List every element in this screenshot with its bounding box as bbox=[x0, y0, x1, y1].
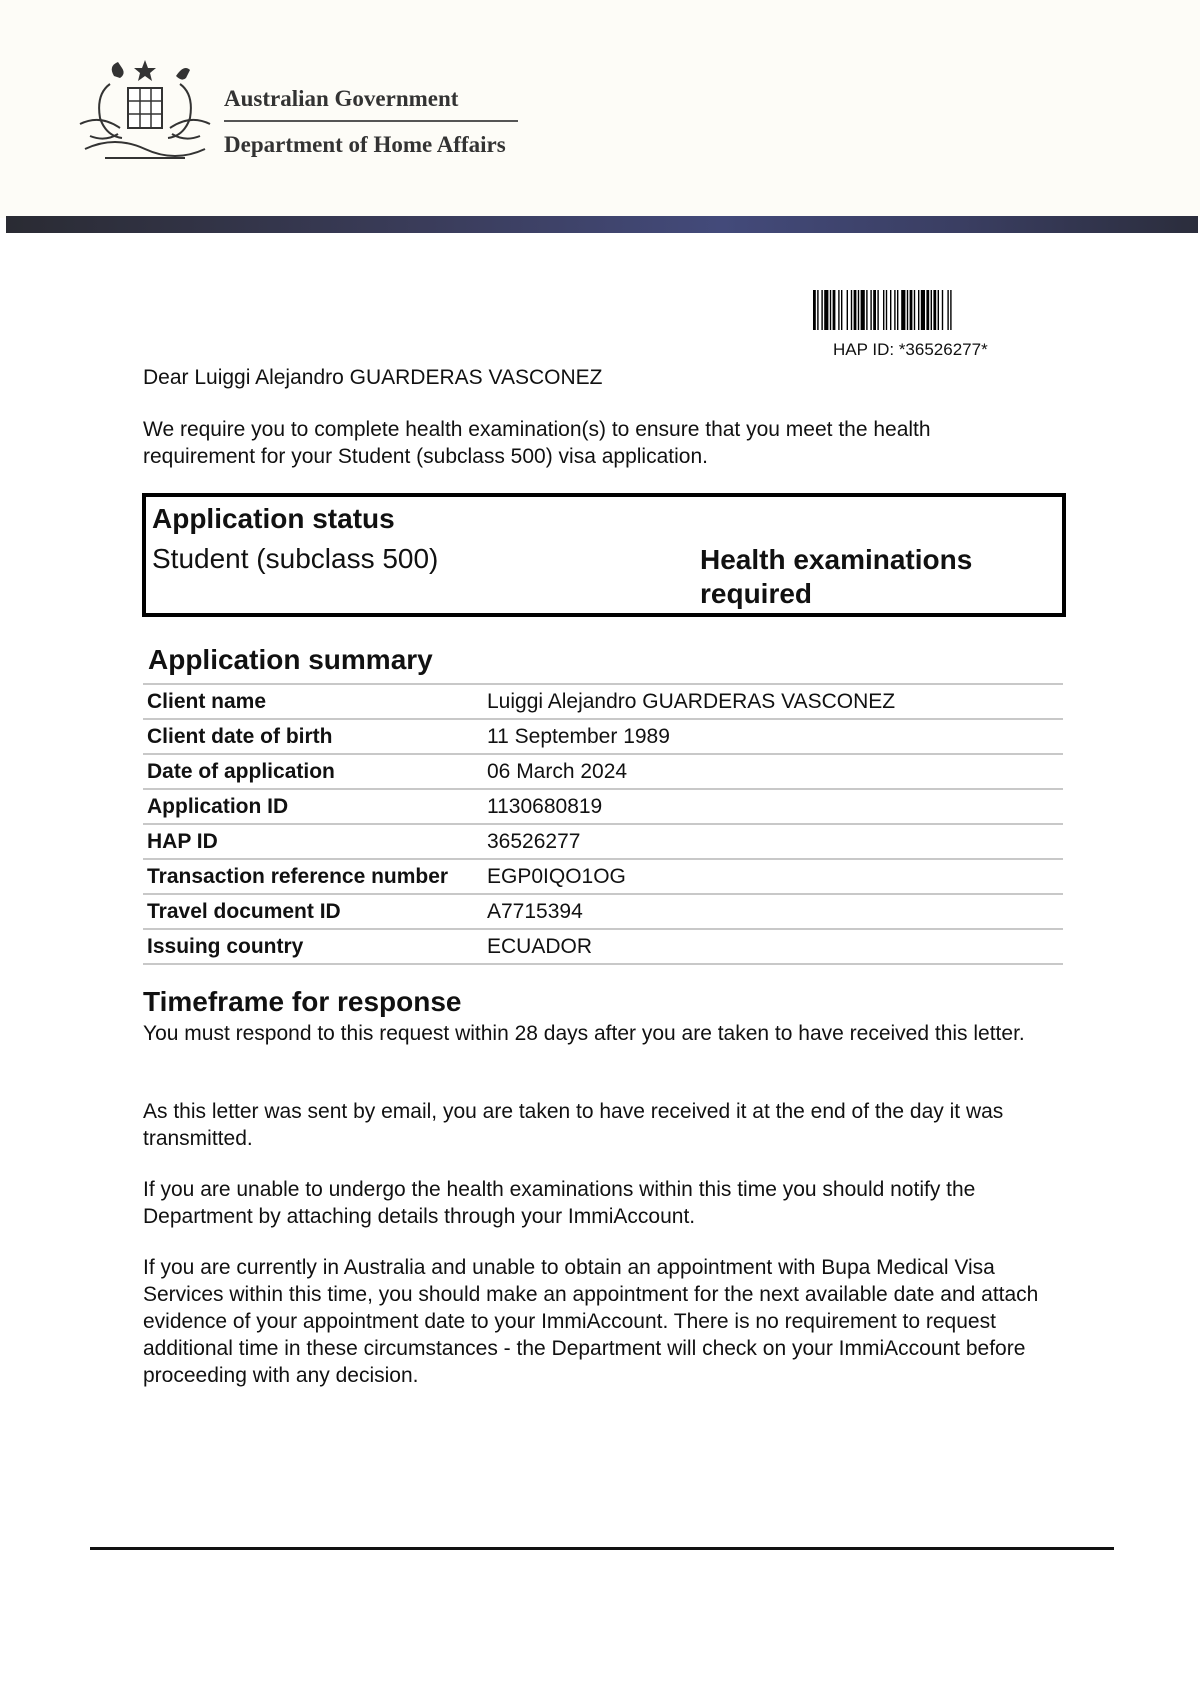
table-row bbox=[143, 684, 1063, 719]
row-value: 1130680819 bbox=[487, 794, 603, 818]
letterhead-divider bbox=[224, 120, 518, 122]
timeframe-paragraph: You must respond to this request within 28 days after you are taken to have received this letter. bbox=[143, 1022, 1025, 1045]
row-value: EGP0IQO1OG bbox=[487, 864, 626, 888]
coat-of-arms-icon bbox=[70, 54, 220, 164]
timeframe-paragraph: If you are unable to undergo the health examinations within this time you should notify the Department by attaching details through your ImmiAccount. bbox=[143, 1178, 976, 1228]
timeframe-paragraph: As this letter was sent by email, you are taken to have received it at the end of the day it was transmitted. bbox=[143, 1100, 1004, 1150]
row-value: A7715394 bbox=[487, 899, 583, 923]
summary-table bbox=[143, 683, 1063, 965]
status-value: Health examinations required bbox=[700, 544, 973, 609]
row-label: Issuing country bbox=[147, 934, 304, 958]
timeframe-heading: Timeframe for response bbox=[143, 986, 462, 1017]
row-label: HAP ID bbox=[147, 829, 218, 853]
visa-subclass: Student (subclass 500) bbox=[152, 543, 439, 574]
row-value: 11 September 1989 bbox=[487, 724, 670, 748]
letterhead bbox=[0, 0, 1200, 218]
letterhead-bar bbox=[6, 216, 1198, 233]
table-row bbox=[143, 929, 1063, 964]
footer-divider bbox=[90, 1547, 1114, 1550]
row-label: Transaction reference number bbox=[147, 864, 449, 888]
row-value: 06 March 2024 bbox=[487, 759, 628, 783]
row-label: Date of application bbox=[147, 759, 335, 783]
row-value: 36526277 bbox=[487, 829, 581, 853]
table-row bbox=[143, 754, 1063, 789]
department-name: Department of Home Affairs bbox=[224, 132, 506, 157]
row-value: Luiggi Alejandro GUARDERAS VASCONEZ bbox=[487, 689, 896, 713]
intro-paragraph: We require you to complete health examination(s) to ensure that you meet the health requirement for your Student (subclass 500) visa application. bbox=[143, 418, 931, 468]
table-row bbox=[143, 824, 1063, 859]
row-label: Travel document ID bbox=[147, 899, 341, 923]
row-label: Client date of birth bbox=[147, 724, 333, 748]
status-heading: Application status bbox=[152, 503, 395, 534]
row-label: Client name bbox=[147, 689, 267, 713]
application-status-box bbox=[142, 493, 1066, 617]
hap-reference: HAP ID: *36526277* bbox=[833, 340, 988, 359]
government-name: Australian Government bbox=[224, 86, 459, 111]
row-label: Application ID bbox=[147, 794, 289, 818]
table-row bbox=[143, 789, 1063, 824]
table-row bbox=[143, 859, 1063, 894]
summary-heading: Application summary bbox=[148, 644, 433, 675]
table-row bbox=[143, 719, 1063, 754]
table-row bbox=[143, 894, 1063, 929]
row-value: ECUADOR bbox=[487, 934, 593, 958]
barcode-icon bbox=[813, 290, 1019, 330]
salutation: Dear Luiggi Alejandro GUARDERAS VASCONEZ bbox=[143, 366, 603, 389]
timeframe-paragraph: If you are currently in Australia and unable to obtain an appointment with Bupa Medical Visa Services within this time, you should make an appointment for the next available date and attach evidence of your appointment date to your ImmiAccount. There is no requirement to request additional time in these circumstances - the Department will check on your ImmiAccount before proceeding with any decision. bbox=[143, 1256, 1039, 1387]
